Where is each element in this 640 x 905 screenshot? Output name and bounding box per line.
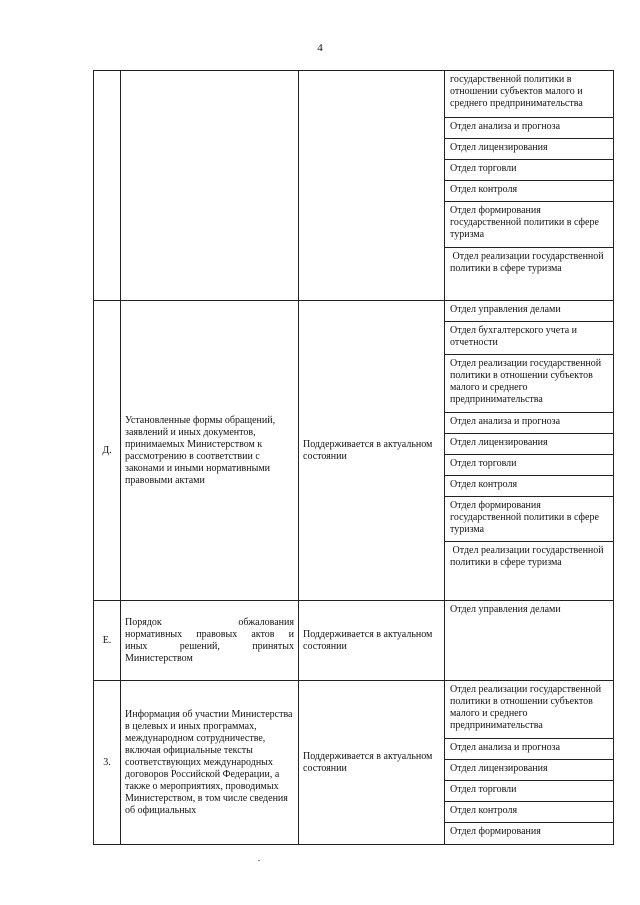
description-line: Министерством bbox=[125, 652, 193, 664]
department-item: Отдел торговли bbox=[445, 781, 613, 802]
description-line: иных решений, принятых bbox=[125, 640, 294, 652]
row-number-cell: 3. bbox=[94, 681, 121, 845]
department-item: Отдел контроля bbox=[445, 802, 613, 823]
table-row bbox=[94, 601, 614, 681]
row-status-cell: Поддерживается в актуальном состоянии bbox=[299, 601, 445, 681]
department-item: Отдел анализа и прогноза bbox=[445, 118, 613, 139]
scan-speck bbox=[258, 860, 260, 861]
department-item: Отдел контроля bbox=[445, 476, 613, 497]
page-number: 4 bbox=[317, 42, 323, 54]
row-departments-cell bbox=[445, 71, 614, 301]
table-row bbox=[94, 301, 614, 601]
department-item: Отдел анализа и прогноза bbox=[445, 739, 613, 760]
row-description-cell bbox=[121, 601, 299, 681]
row-status-cell bbox=[299, 71, 445, 301]
row-description-cell bbox=[121, 71, 299, 301]
department-item: Отдел реализации государственной политики в сфере туризма bbox=[450, 251, 607, 274]
department-item: Отдел анализа и прогноза bbox=[445, 413, 613, 434]
row-number-cell: Е. bbox=[94, 601, 121, 681]
department-item: Отдел бухгалтерского учета и отчетности bbox=[445, 322, 613, 355]
table-row bbox=[94, 71, 614, 301]
row-number-cell: Д. bbox=[94, 301, 121, 601]
description-line: Порядок обжалования bbox=[125, 616, 294, 628]
row-departments-cell bbox=[445, 681, 614, 845]
department-item: государственной политики в отношении субъектов малого и среднего предпринимательства bbox=[445, 71, 613, 118]
department-item: Отдел лицензирования bbox=[445, 139, 613, 160]
department-item: Отдел управления делами bbox=[445, 301, 613, 322]
department-item: Отдел формирования государственной политики в сфере туризма bbox=[445, 202, 613, 248]
department-item: Отдел реализации государственной политики в отношении субъектов малого и среднего предпринимательства bbox=[445, 681, 613, 739]
row-status-cell: Поддерживается в актуальном состоянии bbox=[299, 301, 445, 601]
department-item: Отдел торговли bbox=[445, 160, 613, 181]
table-row bbox=[94, 681, 614, 845]
row-description-cell: Установленные формы обращений, заявлений и иных документов, принимаемых Министерством к рассмотрению в соответствии с законами и иными нормативными правовыми актами bbox=[121, 301, 299, 601]
department-item: Отдел реализации государственной политики в отношении субъектов малого и среднего предпринимательства bbox=[445, 355, 613, 413]
department-item: Отдел формирования bbox=[450, 826, 541, 837]
description-line: нормативных правовых актов и bbox=[125, 628, 294, 640]
department-item: Отдел лицензирования bbox=[445, 434, 613, 455]
department-item: Отдел торговли bbox=[445, 455, 613, 476]
department-item: Отдел контроля bbox=[445, 181, 613, 202]
information-table bbox=[93, 70, 614, 845]
row-number-cell bbox=[94, 71, 121, 301]
department-item: Отдел лицензирования bbox=[445, 760, 613, 781]
row-description-cell: Информация об участии Министерства в целевых и иных программах, международном сотрудничестве, включая официальные тексты соответствующих международных договоров Российской Федерации, а также о мероприятиях, проводимых Министерством, в том числе сведения об официальных bbox=[121, 681, 299, 845]
department-item: Отдел реализации государственной политики в сфере туризма bbox=[450, 545, 607, 568]
row-status-cell: Поддерживается в актуальном состоянии bbox=[299, 681, 445, 845]
department-item: Отдел управления делами bbox=[450, 604, 561, 615]
department-item: Отдел формирования государственной политики в сфере туризма bbox=[445, 497, 613, 542]
row-departments-cell bbox=[445, 301, 614, 601]
row-departments-cell bbox=[445, 601, 614, 681]
